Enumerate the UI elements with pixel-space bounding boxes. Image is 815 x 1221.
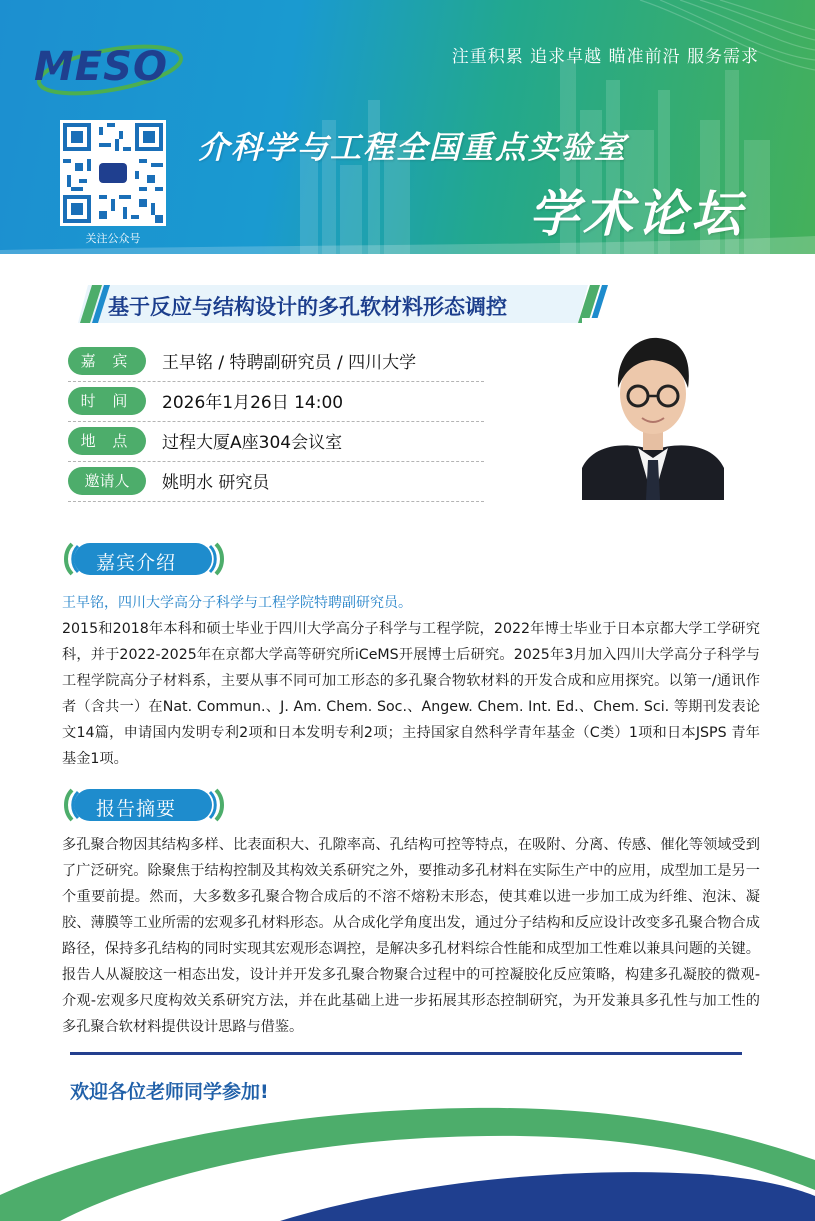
heading-text: 报告摘要 bbox=[96, 798, 177, 820]
logo-text: MESO bbox=[34, 44, 168, 90]
info-value: 姚明水 研究员 bbox=[162, 473, 270, 493]
bio-lead: 王早铭，四川大学高分子科学与工程学院特聘副研究员。 bbox=[62, 595, 412, 611]
info-value: 过程大厦A座304会议室 bbox=[162, 433, 343, 453]
header-banner bbox=[0, 0, 815, 254]
qr-code-icon bbox=[63, 123, 163, 223]
info-value: 2026年1月26日 14:00 bbox=[162, 393, 344, 413]
info-label: 地 点 bbox=[68, 427, 146, 455]
talk-title: 基于反应与结构设计的多孔软材料形态调控 bbox=[108, 295, 507, 319]
abstract-heading bbox=[62, 788, 226, 822]
lab-title: 介科学与工程全国重点实验室 bbox=[198, 130, 627, 166]
heading-text: 嘉宾介绍 bbox=[96, 552, 177, 574]
forum-title: 学术论坛 bbox=[529, 185, 745, 243]
divider bbox=[70, 1052, 742, 1055]
bio-heading bbox=[62, 542, 226, 576]
info-label: 邀请人 bbox=[68, 467, 146, 495]
bio-text: 2015和2018年本科和硕士毕业于四川大学高分子科学与工程学院，2022年博士毕业于日本京都大学工学研究科，并于2022-2025年在京都大学高等研究所iCeMS开展博士后研究。2025年3月加入四川大学高分子科学与工程学院高分子材料系，主要从事不同可加工形态的多孔聚合物软材料的开发合成和应用探究。以第一/通讯作者（含共一）在Nat. Commun.、J. Am. Chem. Soc.、Angew. Chem. Int. Ed.、Chem. Sci. 等期刊发表论文14篇，申请国内发明专利2项和日本发明专利2项；主持国家自然科学青年基金（C类）1项和日本JSPS 青年基金1项。 bbox=[62, 621, 760, 767]
abstract-text: 多孔聚合物因其结构多样、比表面积大、孔隙率高、孔结构可控等特点，在吸附、分离、传感、催化等领域受到了广泛研究。除聚焦于结构控制及其构效关系研究之外，要推动多孔材料在实际生产中的应用，成型加工是另一个重要前提。然而，大多数多孔聚合物合成后的不溶不熔粉末形态，使其难以进一步加工成为纤维、泡沫、凝胶、薄膜等工业所需的宏观多孔材料形态。从合成化学角度出发，通过分子结构和反应设计改变多孔聚合物合成路径，保持多孔结构的同时实现其宏观形态调控，是解决多孔材料综合性能和成型加工性难以兼具问题的关键。报告人从凝胶这一相态出发，设计并开发多孔聚合物聚合过程中的可控凝胶化反应策略，构建多孔凝胶的微观-介观-宏观多尺度构效关系研究方法，并在此基础上进一步拓展其形态控制研究，为开发兼具多孔性与加工性的多孔聚合软材料提供设计思路与借鉴。 bbox=[62, 837, 760, 1035]
welcome-message: 欢迎各位老师同学参加! bbox=[70, 1081, 269, 1103]
qr-caption: 关注公众号 bbox=[85, 232, 141, 245]
slogan: 注重积累 追求卓越 瞄准前沿 服务需求 bbox=[451, 47, 759, 67]
info-value: 王早铭 / 特聘副研究员 / 四川大学 bbox=[162, 353, 417, 373]
speaker-portrait bbox=[582, 318, 724, 500]
info-row-location bbox=[68, 424, 484, 462]
info-label: 嘉 宾 bbox=[68, 347, 146, 375]
qr-code[interactable] bbox=[60, 120, 166, 226]
info-row-time bbox=[68, 384, 484, 422]
topic-banner bbox=[70, 285, 610, 323]
info-label: 时 间 bbox=[68, 387, 146, 415]
footer-wave-decoration bbox=[0, 1100, 815, 1221]
info-row-inviter bbox=[68, 464, 484, 502]
info-row-guest bbox=[68, 344, 484, 382]
